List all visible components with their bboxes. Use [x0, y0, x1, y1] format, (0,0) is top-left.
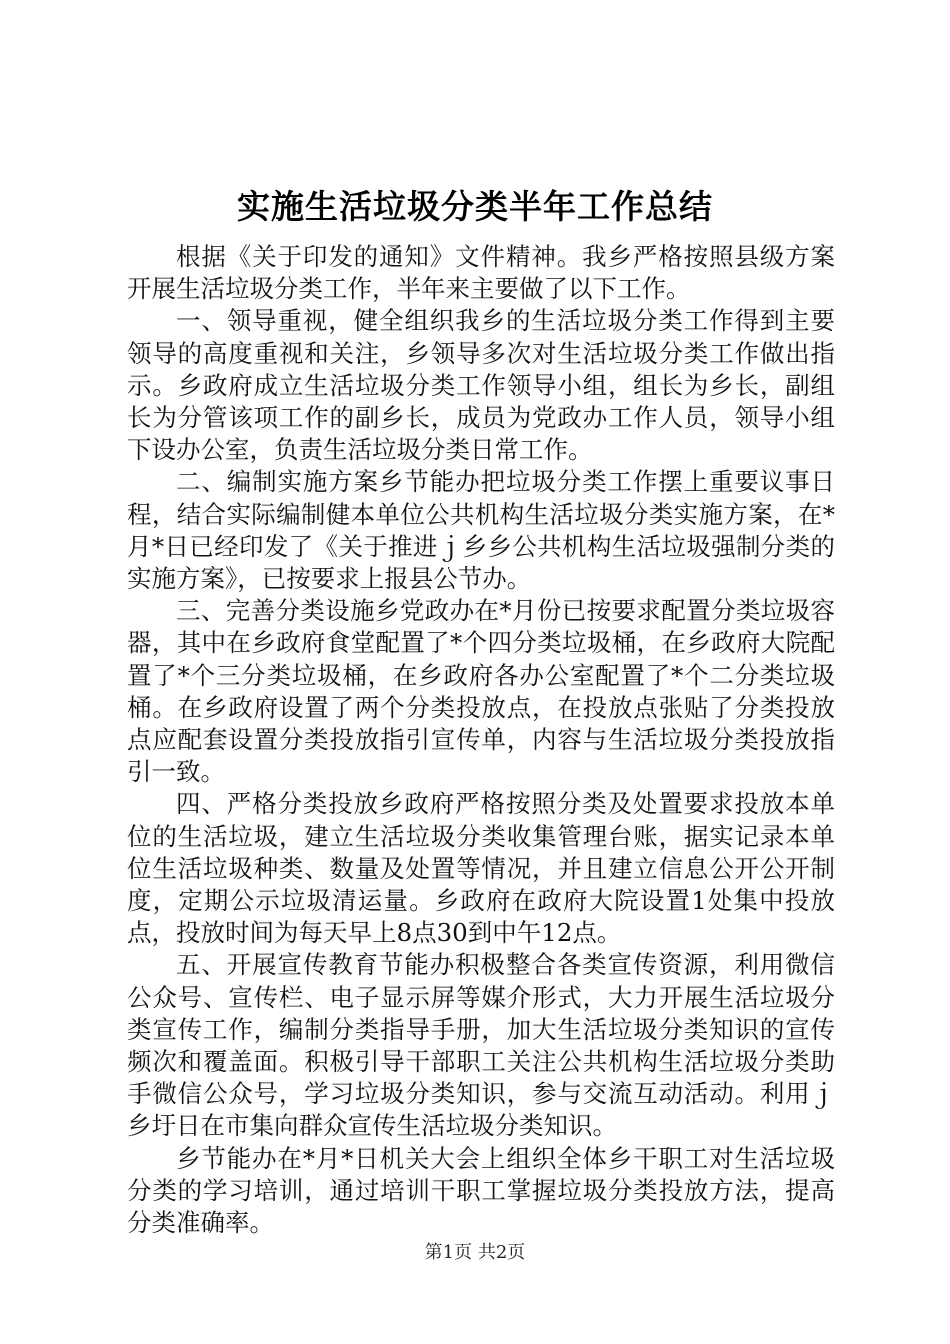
paragraph-section-3: 三、完善分类设施乡党政办在*月份已按要求配置分类垃圾容器，其中在乡政府食堂配置了*个四分类垃圾桶，在乡政府大院配置了*个三分类垃圾桶，在乡政府各办公室配置了*个二分类垃圾桶。在乡政府设置了两个分类投放点，在投放点张贴了分类投放点应配套设置分类投放指引宣传单，内容与生活垃圾分类投放指引一致。 [127, 596, 835, 787]
document-title: 实施生活垃圾分类半年工作总结 [237, 187, 713, 226]
paragraph-section-4: 四、严格分类投放乡政府严格按照分类及处置要求投放本单位的生活垃圾，建立生活垃圾分类收集管理台账，据实记录本单位生活垃圾种类、数量及处置等情况，并且建立信息公开公开制度，定期公示垃圾清运量。乡政府在政府大院设置1处集中投放点，投放时间为每天早上8点30到中午12点。 [127, 789, 835, 948]
paragraph-section-5: 五、开展宣传教育节能办积极整合各类宣传资源，利用微信公众号、宣传栏、电子显示屏等媒介形式，大力开展生活垃圾分类宣传工作，编制分类指导手册，加大生活垃圾分类知识的宣传频次和覆盖面。积极引导干部职工关注公共机构生活垃圾分类助手微信公众号，学习垃圾分类知识，参与交流互动活动。利用ｊ乡圩日在市集向群众宣传生活垃圾分类知识。 [127, 950, 835, 1141]
page-footer: 第1页 共2页 [424, 1242, 526, 1263]
paragraph-section-2: 二、编制实施方案乡节能办把垃圾分类工作摆上重要议事日程，结合实际编制健本单位公共机构生活垃圾分类实施方案，在*月*日已经印发了《关于推进ｊ乡乡公共机构生活垃圾强制分类的实施方案》，已按要求上报县公节办。 [127, 467, 835, 594]
document-body [127, 241, 835, 1239]
paragraph-training: 乡节能办在*月*日机关大会上组织全体乡干职工对生活垃圾分类的学习培训，通过培训干职工掌握垃圾分类投放方法，提高分类准确率。 [127, 1143, 835, 1238]
paragraph-intro: 根据《关于印发的通知》文件精神。我乡严格按照县级方案开展生活垃圾分类工作，半年来主要做了以下工作。 [127, 242, 835, 304]
paragraph-section-1: 一、领导重视，健全组织我乡的生活垃圾分类工作得到主要领导的高度重视和关注，乡领导多次对生活垃圾分类工作做出指示。乡政府成立生活垃圾分类工作领导小组，组长为乡长，副组长为分管该项工作的副乡长，成员为党政办工作人员，领导小组下设办公室，负责生活垃圾分类日常工作。 [127, 306, 835, 465]
